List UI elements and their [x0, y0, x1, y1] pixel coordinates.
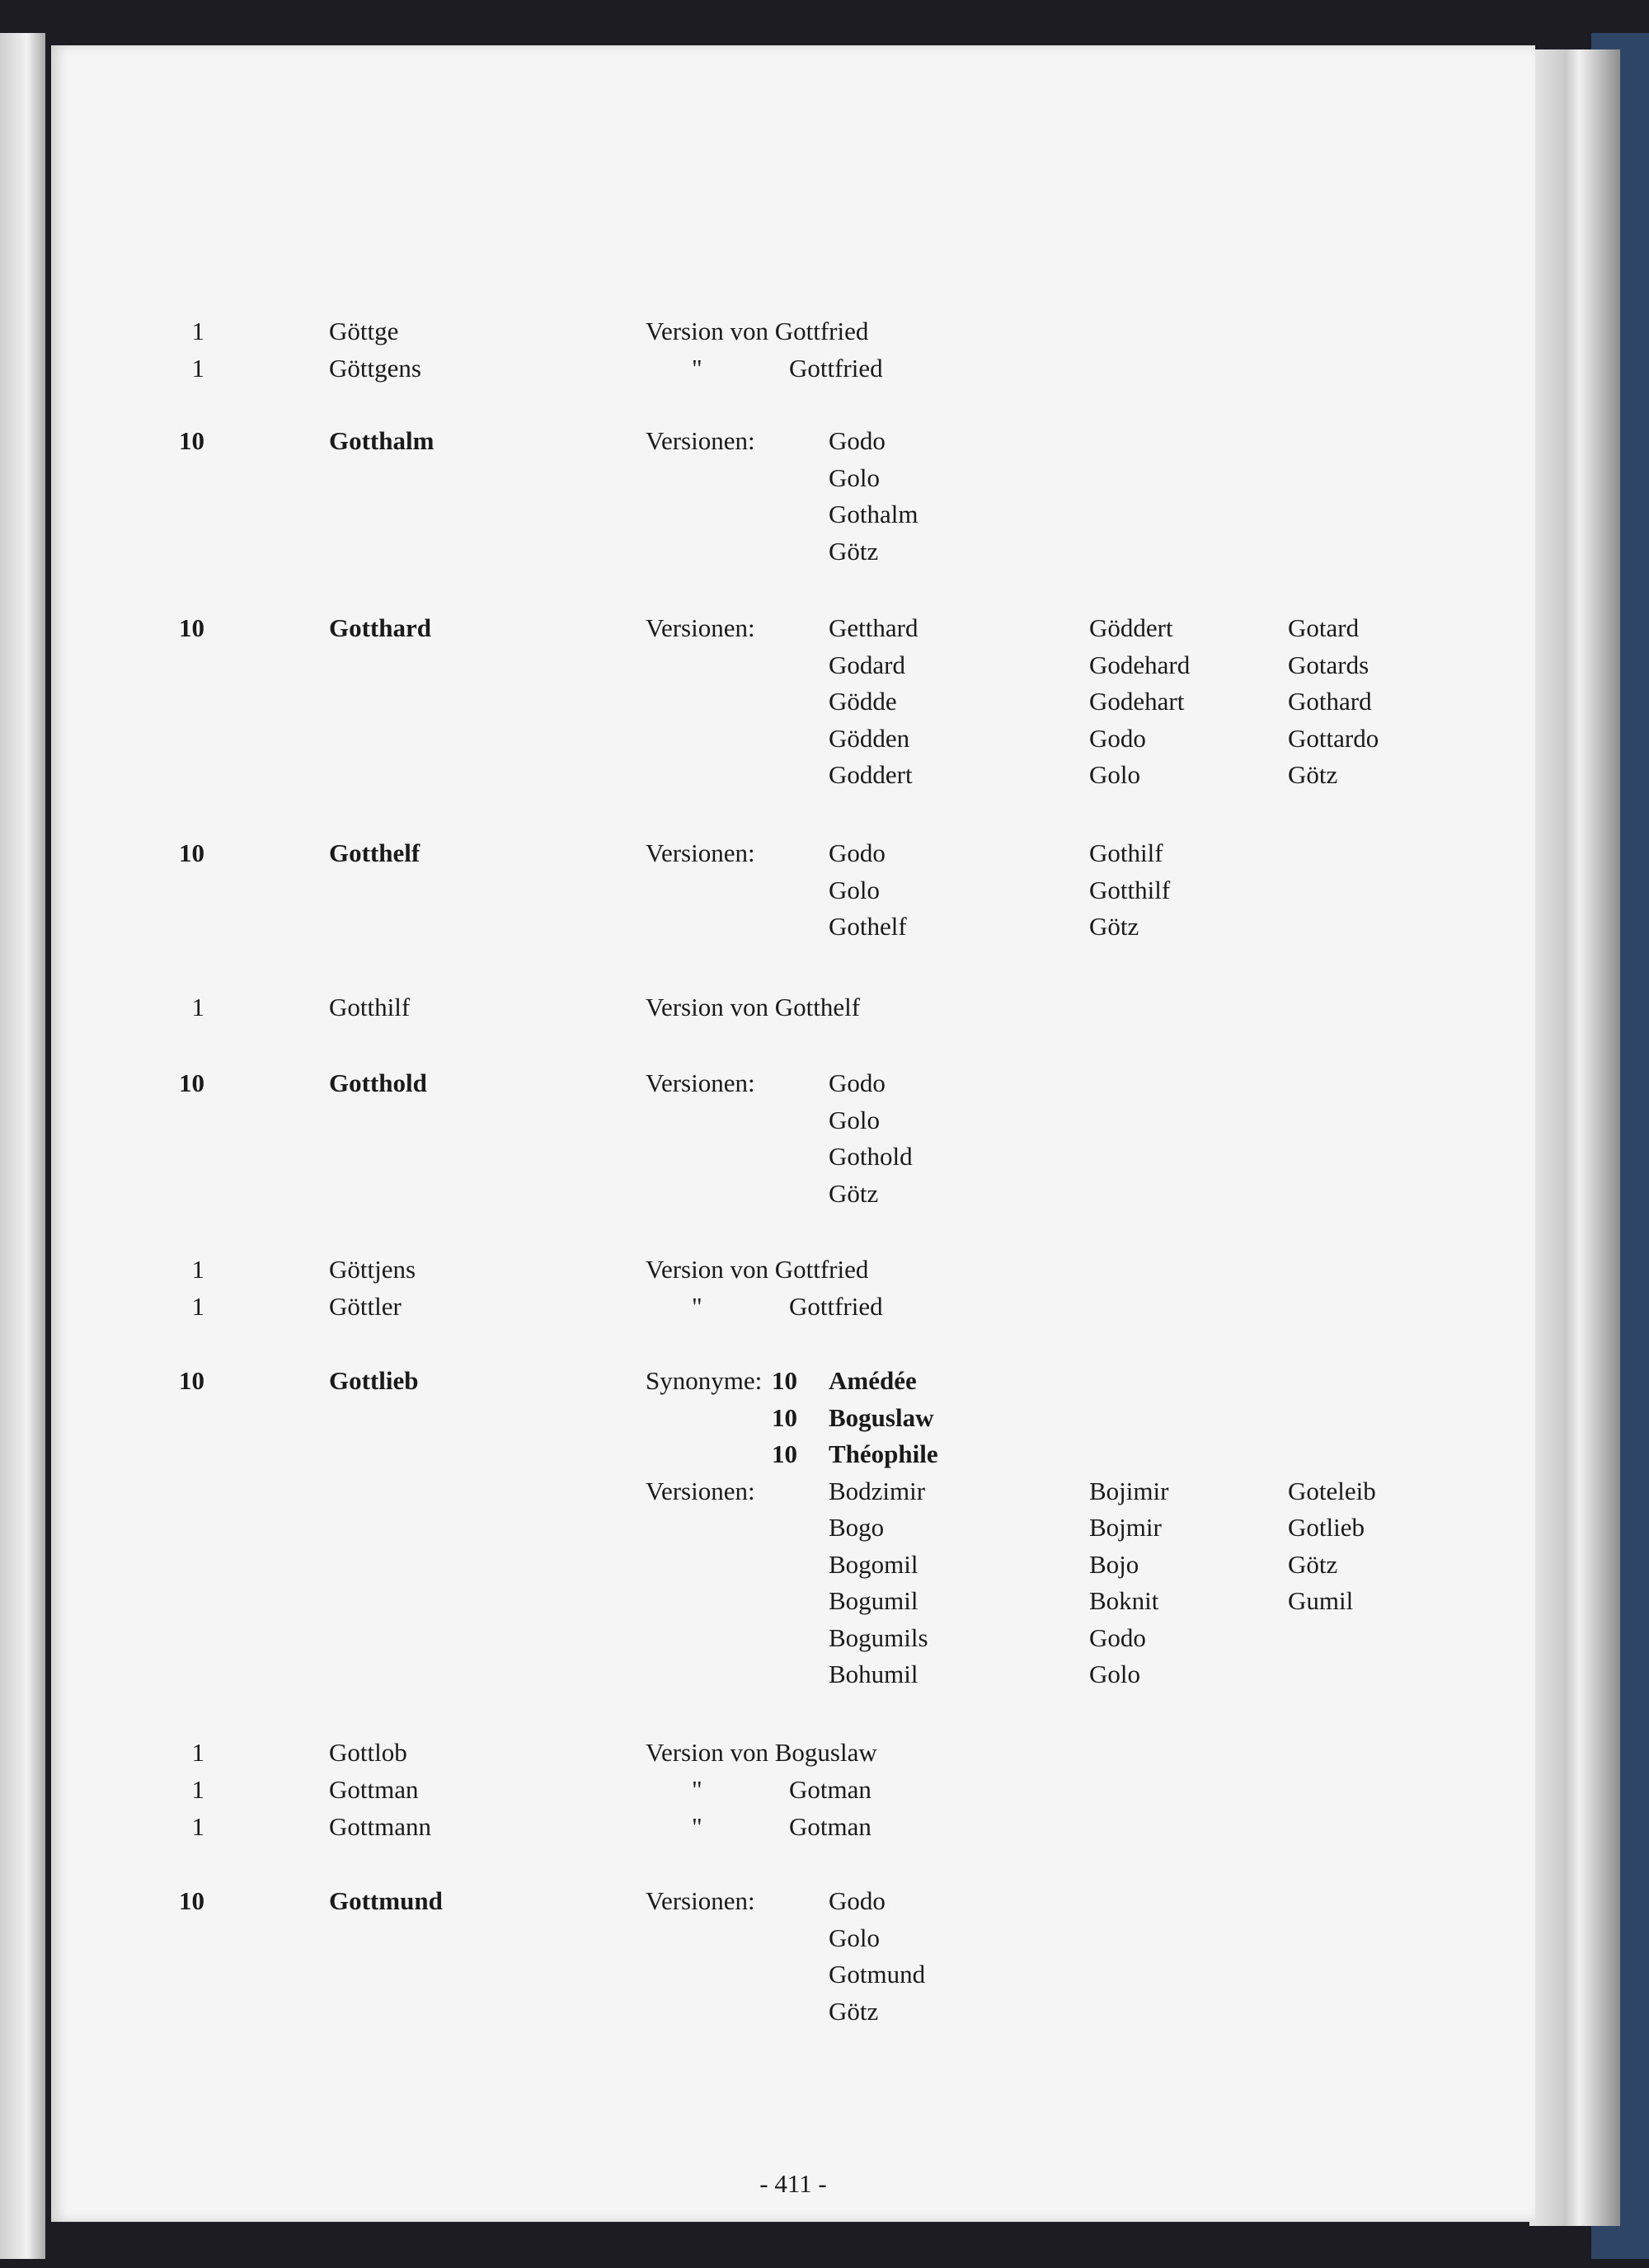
- entry-label: Versionen:: [646, 1886, 755, 1915]
- entry-line: [51, 909, 1535, 945]
- ditto-mark: ": [692, 1812, 702, 1841]
- version-name: Gumil: [1288, 1586, 1354, 1615]
- entry-line: [51, 1583, 1535, 1619]
- entry-label: Versionen:: [646, 1476, 755, 1505]
- book-page: [51, 45, 1535, 2222]
- entry-frequency: 10: [179, 613, 204, 642]
- version-name: Golo: [1089, 1660, 1140, 1688]
- entry-line: [51, 872, 1535, 909]
- entry-label: Versionen:: [646, 426, 755, 455]
- entry-line: [51, 1656, 1535, 1693]
- version-name: Bogomil: [829, 1549, 918, 1579]
- version-name: Godo: [829, 426, 886, 455]
- version-name: Godo: [829, 838, 886, 867]
- version-name: Gotlieb: [1288, 1513, 1365, 1542]
- entry-name: Göttgens: [329, 354, 421, 383]
- version-name: Bodzimir: [829, 1476, 926, 1505]
- entry-frequency: 10: [179, 1366, 204, 1395]
- entry-line: [51, 721, 1535, 757]
- entry-frequency: 1: [191, 1738, 204, 1767]
- version-name: Godo: [1089, 723, 1146, 753]
- version-name: Bogo: [829, 1513, 885, 1542]
- entry-frequency: 10: [179, 1886, 204, 1915]
- version-name: Godo: [1089, 1622, 1146, 1652]
- entry-name: Gottlieb: [329, 1366, 419, 1395]
- entry-label: Synonyme:: [646, 1366, 763, 1395]
- right-page-stack: [1529, 49, 1620, 2226]
- synonym-frequency: 10: [772, 1402, 797, 1432]
- entry-line: [51, 496, 1535, 533]
- entry-reference: Gotman: [789, 1775, 871, 1804]
- version-name: Gotthilf: [1089, 875, 1171, 904]
- entry-name: Gotthold: [329, 1068, 427, 1097]
- version-name: Godo: [829, 1068, 886, 1097]
- entry-name: Gottmund: [329, 1886, 443, 1915]
- entry-reference: Gotman: [789, 1812, 871, 1841]
- version-name: Golo: [1089, 760, 1140, 789]
- entry-label: Version von Gottfried: [646, 317, 869, 345]
- version-name: Bohumil: [829, 1660, 918, 1688]
- entry-line: [51, 757, 1535, 793]
- version-name: Götz: [829, 1996, 879, 2026]
- synonym-name: Amédée: [829, 1366, 917, 1395]
- entry-name: Gottman: [329, 1775, 419, 1804]
- version-name: Gottardo: [1288, 723, 1379, 753]
- version-name: Bogumils: [829, 1622, 928, 1652]
- version-name: Golo: [829, 1923, 880, 1952]
- version-name: Golo: [829, 463, 880, 492]
- version-name: Golo: [829, 875, 880, 904]
- entry-frequency: 10: [179, 838, 204, 867]
- entry-line: [51, 1993, 1535, 2030]
- version-name: Gotard: [1288, 613, 1360, 642]
- version-name: Gotards: [1288, 650, 1369, 679]
- entry-label: Version von Boguslaw: [646, 1738, 877, 1767]
- entry-name: Göttler: [329, 1292, 402, 1321]
- entry-reference: Gottfried: [789, 354, 883, 383]
- entry-line: [51, 460, 1535, 496]
- entry-line: [51, 1735, 1535, 1771]
- version-name: Göddert: [1089, 613, 1173, 642]
- version-name: Gothold: [829, 1142, 913, 1171]
- entry-line: [51, 647, 1535, 683]
- entry-line: [51, 1251, 1535, 1288]
- entry-name: Göttjens: [329, 1255, 416, 1284]
- entry-name: Göttge: [329, 317, 399, 345]
- version-name: Götz: [829, 1178, 879, 1208]
- entry-line: [51, 1772, 1535, 1808]
- synonym-frequency: 10: [772, 1439, 797, 1468]
- entry-name: Gottmann: [329, 1812, 431, 1841]
- entry-line: [51, 1289, 1535, 1325]
- entry-line: [51, 1400, 1535, 1436]
- version-name: Gothelf: [829, 912, 907, 941]
- synonym-name: Boguslaw: [829, 1402, 934, 1432]
- ditto-mark: ": [692, 1292, 702, 1321]
- version-name: Bojmir: [1089, 1513, 1162, 1542]
- version-name: Götz: [1288, 760, 1338, 789]
- entry-frequency: 1: [191, 1775, 204, 1804]
- entry-line: [51, 423, 1535, 459]
- version-name: Gothalm: [829, 500, 918, 528]
- version-name: Getthard: [829, 613, 918, 642]
- entry-frequency: 1: [191, 1812, 204, 1841]
- entry-line: [51, 989, 1535, 1026]
- version-name: Götz: [1089, 912, 1139, 941]
- entry-line: [51, 1176, 1535, 1212]
- version-name: Bojimir: [1089, 1476, 1169, 1505]
- entry-line: [51, 1883, 1535, 1919]
- version-name: Gothard: [1288, 687, 1372, 716]
- entry-frequency: 10: [179, 1068, 204, 1097]
- left-page-edge: [0, 33, 45, 2259]
- entry-label: Version von Gotthelf: [646, 993, 861, 1021]
- entry-line: [51, 1620, 1535, 1656]
- entry-frequency: 1: [191, 1292, 204, 1321]
- entry-line: [51, 533, 1535, 570]
- version-name: Boknit: [1089, 1586, 1159, 1615]
- name-entries: [51, 45, 1535, 2222]
- entry-line: [51, 1065, 1535, 1101]
- page-number: - 411 -: [759, 2169, 827, 2198]
- entry-line: [51, 1436, 1535, 1472]
- version-name: Bojo: [1089, 1549, 1139, 1579]
- entry-line: [51, 835, 1535, 871]
- ditto-mark: ": [692, 354, 702, 383]
- entry-line: [51, 1102, 1535, 1139]
- entry-label: Versionen:: [646, 838, 755, 867]
- entry-line: [51, 1473, 1535, 1510]
- entry-line: [51, 350, 1535, 387]
- synonym-frequency: 10: [772, 1366, 797, 1395]
- entry-name: Gotthilf: [329, 993, 411, 1021]
- ditto-mark: ": [692, 1775, 702, 1804]
- version-name: Goteleib: [1288, 1476, 1376, 1505]
- version-name: Golo: [829, 1105, 880, 1134]
- synonym-name: Théophile: [829, 1439, 938, 1468]
- entry-line: [51, 683, 1535, 720]
- entry-line: [51, 313, 1535, 350]
- entry-name: Gottlob: [329, 1738, 407, 1767]
- version-name: Godard: [829, 650, 905, 679]
- entry-label: Versionen:: [646, 1068, 755, 1097]
- entry-line: [51, 1510, 1535, 1546]
- version-name: Gödden: [829, 723, 910, 753]
- version-name: Götz: [829, 536, 879, 566]
- version-name: Goddert: [829, 760, 913, 789]
- version-name: Gothilf: [1089, 838, 1163, 867]
- version-name: Gödde: [829, 687, 897, 716]
- entry-name: Gotthalm: [329, 426, 435, 455]
- entry-line: [51, 1920, 1535, 1956]
- entry-label: Version von Gottfried: [646, 1255, 869, 1284]
- version-name: Godehard: [1089, 650, 1191, 679]
- version-name: Godehart: [1089, 687, 1185, 716]
- entry-reference: Gottfried: [789, 1292, 883, 1321]
- entry-line: [51, 1956, 1535, 1993]
- entry-line: [51, 1809, 1535, 1845]
- entry-frequency: 1: [191, 1255, 204, 1284]
- entry-line: [51, 1363, 1535, 1399]
- entry-frequency: 1: [191, 993, 204, 1021]
- version-name: Bogumil: [829, 1586, 918, 1615]
- version-name: Götz: [1288, 1549, 1338, 1579]
- entry-frequency: 10: [179, 426, 204, 455]
- entry-frequency: 1: [191, 354, 204, 383]
- entry-line: [51, 1139, 1535, 1175]
- entry-label: Versionen:: [646, 613, 755, 642]
- version-name: Gotmund: [829, 1960, 926, 1989]
- entry-line: [51, 1547, 1535, 1583]
- entry-name: Gotthard: [329, 613, 431, 642]
- version-name: Godo: [829, 1886, 886, 1915]
- entry-frequency: 1: [191, 317, 204, 345]
- entry-line: [51, 610, 1535, 646]
- entry-name: Gotthelf: [329, 838, 420, 867]
